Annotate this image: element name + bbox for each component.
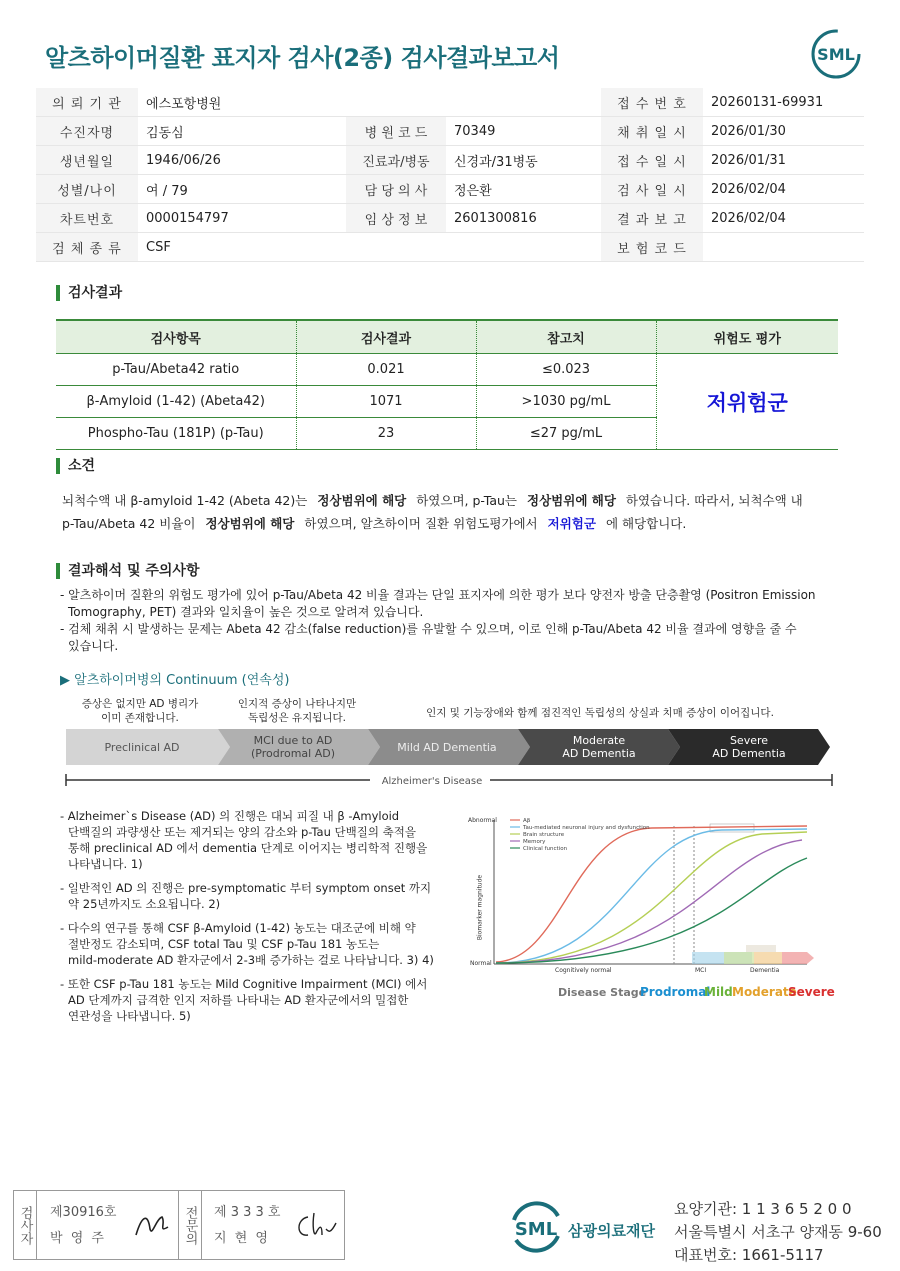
info-value: 70349 [446,117,601,146]
bullet-list [60,808,440,1024]
info-row [36,146,864,175]
doctor-label: 전문의 [178,1191,202,1259]
info-label: 결 과 보 고 [601,204,703,233]
stage-severe [674,729,824,765]
info-value: 2026/02/04 [703,175,864,204]
info-value [446,88,601,117]
tester-label: 검사자 [14,1191,37,1259]
org-address: 서울특별시 서초구 양재동 9-60 [674,1223,882,1241]
header-item: 검사항목 [56,320,296,354]
info-label: 성별/나이 [36,175,138,204]
table-row [56,354,838,386]
results-section-title: 검사결과 [56,285,122,301]
continuum-title: ▶ 알츠하이머병의 Continuum (연속성) [60,673,290,688]
info-label: 생년월일 [36,146,138,175]
item-result: 1071 [296,386,476,418]
caption-line: 증상은 없지만 AD 병리가 [81,698,199,710]
opinion-text-part: 뇌척수액 내 β-amyloid 1-42 (Abeta 42)는 [62,493,308,508]
info-label: 의 뢰 기 관 [36,88,138,117]
stage-label: Mild AD Dementia [397,740,497,754]
item-result: 23 [296,418,476,450]
item-result: 0.021 [296,354,476,386]
opinion-normal-3: 정상범위에 해당 [205,516,295,531]
signature-box [13,1190,345,1260]
stage-label: AD Dementia [712,747,786,760]
info-label: 접 수 일 시 [601,146,703,175]
bullet-line: - 또한 CSF p-Tau 181 농도는 Mild Cognitive Impairment (MCI) 에서 [60,977,428,991]
info-label [346,233,446,262]
info-value: CSF [138,233,346,262]
tester-signature [132,1209,172,1241]
stage-label: Severe [729,734,769,747]
tester-name: 박 영 주 [50,1231,106,1246]
doctor-number: 제 3 3 3 호 [214,1205,281,1220]
info-value: 1946/06/26 [138,146,346,175]
svg-text:SML: SML [817,45,855,64]
x-dementia-label: Dementia [750,967,780,974]
bullet-line: AD 단계까지 급격한 인지 저하를 나타내는 AD 환자군에서의 밀접한 [68,993,409,1007]
bullet-line: 절반정도 감소되며, CSF total Tau 및 CSF p-Tau 181 농도는 [68,937,380,951]
bullet-line: 통해 preclinical AD 에서 dementia 단계로 이어지는 병리학적 진행을 [68,841,428,855]
continuum-caption-3: 인지 및 기능장애와 함께 점진적인 독립성의 상실과 치매 증상이 이어집니다. [426,707,774,719]
doctor-name: 지 현 영 [214,1231,270,1246]
interpretation-notes [60,587,850,655]
note-line: - 알츠하이머 질환의 위험도 평가에 있어 p-Tau/Abeta 42 비율 결과는 단일 표지자에 의한 평가 보다 양전자 방출 단층촬영 (Positron Emission [60,588,816,602]
legend-label: Brain structure [523,832,565,838]
info-value: 0000154797 [138,204,346,233]
info-value: 20260131-69931 [703,88,864,117]
bullet-line: 약 25년까지도 소요됩니다. 2) [68,897,221,911]
caption-line: 인지적 증상이 나타나지만 [237,698,357,710]
info-label: 임 상 정 보 [346,204,446,233]
bullet-line: - 다수의 연구를 통해 CSF β-Amyloid (1-42) 농도는 대조군에 비해 약 [60,921,416,935]
x-mci-label: MCI [695,967,707,974]
info-row [36,175,864,204]
opinion-text [62,489,852,535]
item-name: β-Amyloid (1-42) (Abeta42) [56,386,296,418]
legend-label: Aβ [523,818,531,824]
stage-label: MCI due to AD [253,734,333,747]
stage-label: AD Dementia [562,747,636,760]
patient-info-table [36,88,864,262]
org-code: 요양기관: 1 1 3 6 5 2 0 0 [674,1200,852,1218]
info-value [703,233,864,262]
info-value: 2601300816 [446,204,601,233]
info-label: 차트번호 [36,204,138,233]
stage-mild [372,729,522,765]
report-title: 알츠하이머질환 표지자 검사(2종) 검사결과보고서 [45,44,560,72]
stage-label-moderate: Moderate [732,985,797,999]
info-label: 채 취 일 시 [601,117,703,146]
opinion-text-part: 에 해당합니다. [605,516,687,531]
interpretation-section-title: 결과해석 및 주의사항 [56,563,199,579]
note-line: - 검체 채취 시 발생하는 문제는 Abeta 42 감소(false reduction)를 유발할 수 있으며, 이로 인해 p-Tau/Abeta 42 비율 결과에 영향을 줄 수 [60,622,797,636]
info-label: 진료과/병동 [346,146,446,175]
item-name: p-Tau/Abeta42 ratio [56,354,296,386]
caption-line: 이미 존재합니다. [101,712,179,724]
stage-label: Moderate [572,734,626,747]
item-ref: ≤0.023 [476,354,656,386]
info-row [36,117,864,146]
results-table [56,319,838,450]
bullet-line: 단백질의 과량생산 또는 제거되는 양의 감소와 p-Tau 단백질의 축적을 [68,825,416,839]
org-name: 삼광의료재단 [568,1222,655,1240]
continuum-caption-2 [222,697,372,725]
legend-label: Memory [523,839,546,845]
info-row [36,88,864,117]
info-value: 신경과/31병동 [446,146,601,175]
info-value: 2026/01/30 [703,117,864,146]
stage-label-mild: Mild [704,985,733,999]
header-result: 검사결과 [296,320,476,354]
svg-text:SML: SML [514,1219,558,1240]
y-bottom-label: Normal [470,960,492,967]
info-value: 김동심 [138,117,346,146]
list-item [60,808,440,872]
info-label: 보 험 코 드 [601,233,703,262]
info-label [346,88,446,117]
stage-label-severe: Severe [788,985,835,999]
info-label: 담 당 의 사 [346,175,446,204]
stage-label: Preclinical AD [104,740,180,754]
item-ref: >1030 pg/mL [476,386,656,418]
opinion-text-part: p-Tau/Abeta 42 비율이 [62,516,196,531]
info-value: 에스포항병원 [138,88,346,117]
bullet-line: mild-moderate AD 환자군에서 2-3배 증가하는 걸로 나타납니다. 3) 4) [68,953,434,967]
item-ref: ≤27 pg/mL [476,418,656,450]
legend-label: Tau-mediated neuronal injury and dysfunction [523,825,650,831]
info-label: 검 사 일 시 [601,175,703,204]
biomarker-figure [462,812,842,1012]
info-row [36,204,864,233]
opinion-normal-1: 정상범위에 해당 [317,493,407,508]
y-axis-label: Biomarker magnitude [476,874,484,941]
info-row [36,233,864,262]
opinion-text-part: 하였으며, 알츠하이머 질환 위험도평가에서 [304,516,538,531]
list-item [60,920,440,968]
continuum-axis-label: Alzheimer's Disease [381,776,483,787]
continuum-caption-1 [70,697,210,725]
list-item [60,880,440,912]
info-value: 여 / 79 [138,175,346,204]
bullet-line: 연관성을 나타냅니다. 5) [68,1009,191,1023]
info-label: 검 체 종 류 [36,233,138,262]
info-label: 병 원 코 드 [346,117,446,146]
opinion-section-title: 소견 [56,458,95,474]
bullet-line: 나타냅니다. 1) [68,857,143,871]
opinion-text-part: 하였습니다. 따라서, 뇌척수액 내 [625,493,803,508]
stage-label-disease: Disease Stage [558,986,647,999]
note-line: 있습니다. [68,639,119,653]
info-value: 정은환 [446,175,601,204]
info-label: 수진자명 [36,117,138,146]
opinion-text-part: 하였으며, p-Tau는 [416,493,518,508]
opinion-risk: 저위험군 [547,516,596,531]
stage-label: (Prodromal AD) [250,747,336,760]
info-value [446,233,601,262]
opinion-normal-2: 정상범위에 해당 [527,493,616,508]
org-phone: 대표번호: 1661-5117 [674,1246,824,1264]
legend-label: Clinical function [523,846,568,852]
info-label: 접 수 번 호 [601,88,703,117]
header-ref: 참고치 [476,320,656,354]
note-line: Tomography, PET) 결과와 일치율이 높은 것으로 알려져 있습니다. [68,605,424,619]
caption-line: 독립성은 유지됩니다. [248,712,346,724]
item-name: Phospho-Tau (181P) (p-Tau) [56,418,296,450]
x-cog-label: Cognitively normal [555,967,612,974]
tester-number: 제30916호 [50,1205,117,1220]
sml-logo [810,28,862,80]
info-value: 2026/01/31 [703,146,864,175]
y-top-label: Abnormal [468,817,497,824]
header-risk: 위험도 평가 [656,320,838,354]
org-logo [508,1198,564,1258]
bullet-line: - Alzheimer`s Disease (AD) 의 진행은 대뇌 피질 내 β -Amyloid [60,809,400,823]
stage-moderate [524,729,674,765]
info-value: 2026/02/04 [703,204,864,233]
bullet-line: - 일반적인 AD 의 진행은 pre-symptomatic 부터 symptom onset 까지 [60,881,432,895]
risk-evaluation: 저위험군 [656,354,838,450]
stage-mci [218,729,368,765]
doctor-signature [294,1209,338,1241]
stage-label-prodromal: Prodromal [640,985,711,999]
list-item [60,976,440,1024]
stage-preclinical [66,729,218,765]
